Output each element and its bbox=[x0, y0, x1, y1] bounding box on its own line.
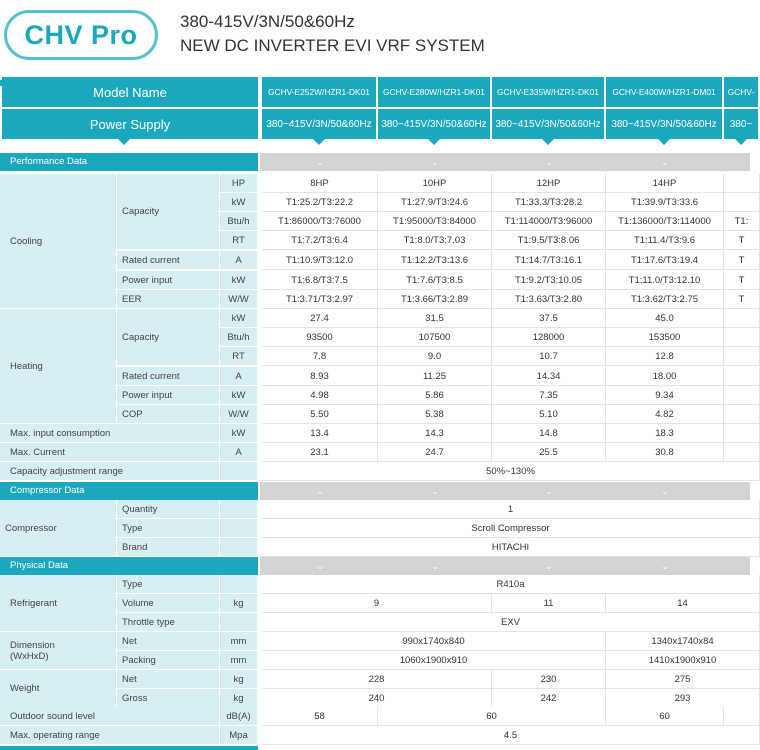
value-cell: T bbox=[724, 290, 760, 309]
section-compressor: Compressor Data bbox=[0, 482, 258, 500]
unit-cell: A bbox=[220, 367, 258, 386]
value-cell: 107500 bbox=[378, 328, 492, 347]
value-cell: 5.86 bbox=[378, 386, 492, 405]
value-cell: EXV bbox=[262, 613, 760, 632]
unit-cell: dB(A) bbox=[220, 707, 258, 726]
value-cell: 31.5 bbox=[378, 309, 492, 328]
row-sublabel: Brand bbox=[117, 538, 220, 557]
value-cell: 45.0 bbox=[606, 309, 724, 328]
unit-cell: kW bbox=[220, 271, 258, 290]
value-cell: 1410x1900x910 bbox=[606, 651, 760, 670]
unit-cell bbox=[220, 613, 258, 632]
value-cell: T1:136000/T3:114000 bbox=[606, 212, 724, 231]
chevron-down-icon: ⌄ bbox=[431, 486, 439, 496]
chevron-down-icon: ⌄ bbox=[431, 561, 439, 571]
unit-cell: kW bbox=[220, 193, 258, 212]
value-cell: T1:3.71/T3:2.97 bbox=[262, 290, 378, 309]
row-sublabel: EER bbox=[117, 290, 220, 309]
row-sublabel: COP bbox=[117, 405, 220, 424]
column-notch bbox=[658, 139, 670, 145]
model-header-cell: GCHV-E335W/HZR1-DK01 bbox=[492, 77, 604, 107]
value-cell: T1:7.2/T3:6.4 bbox=[262, 231, 378, 250]
value-cell: 275 bbox=[606, 670, 760, 689]
value-cell: T1:3.63/T3:2.80 bbox=[492, 290, 606, 309]
value-cell: 25.5 bbox=[492, 443, 606, 462]
value-cell: T1:9.5/T3:8.06 bbox=[492, 231, 606, 250]
value-cell bbox=[724, 424, 760, 443]
section-performance: Performance Data bbox=[0, 153, 258, 171]
value-cell: T1:7.6/T3:8.5 bbox=[378, 271, 492, 290]
value-cell: 242 bbox=[492, 689, 606, 708]
value-cell: T1:27.9/T3:24.6 bbox=[378, 193, 492, 212]
chevron-down-icon: ⌄ bbox=[316, 486, 324, 496]
value-cell: 5.50 bbox=[262, 405, 378, 424]
unit-cell: HP bbox=[220, 174, 258, 193]
value-cell: 5.10 bbox=[492, 405, 606, 424]
value-cell: 13.4 bbox=[262, 424, 378, 443]
value-cell bbox=[724, 707, 760, 726]
value-cell: T1:14.7/T3:16.1 bbox=[492, 251, 606, 270]
power-supply-header: Power Supply bbox=[2, 109, 258, 139]
section-performance-fill bbox=[260, 153, 750, 171]
value-cell: 37.5 bbox=[492, 309, 606, 328]
unit-cell: Mpa bbox=[220, 726, 258, 745]
value-cell: 4.82 bbox=[606, 405, 724, 424]
model-header-cell: GCHV-E280W/HZR1-DK01 bbox=[378, 77, 490, 107]
value-cell: 5.38 bbox=[378, 405, 492, 424]
model-header-cell: GCHV-E400W/HZR1-DM01 bbox=[606, 77, 722, 107]
logo-text: CHV Pro bbox=[24, 19, 138, 50]
row-sublabel: Volume bbox=[117, 594, 220, 613]
unit-cell: W/W bbox=[220, 290, 258, 309]
unit-cell: kg bbox=[220, 594, 258, 613]
group-weight: Weight bbox=[0, 670, 117, 708]
value-cell bbox=[724, 193, 760, 212]
column-notch bbox=[428, 139, 440, 145]
group-compressor: Compressor bbox=[0, 500, 117, 557]
value-cell bbox=[724, 405, 760, 424]
unit-cell: RT bbox=[220, 231, 258, 250]
value-cell: 990x1740x840 bbox=[262, 632, 606, 651]
chevron-down-icon: ⌄ bbox=[661, 486, 669, 496]
value-cell: T1:12.2/T3:13.6 bbox=[378, 251, 492, 270]
value-cell: HITACHI bbox=[262, 538, 760, 557]
unit-cell bbox=[220, 575, 258, 594]
power-header-cell: 380~415V/3N/50&60Hz bbox=[262, 109, 376, 139]
value-cell: T bbox=[724, 251, 760, 270]
section-physical-fill bbox=[260, 557, 750, 575]
row-sublabel: Rated current bbox=[117, 367, 220, 386]
value-cell: 18.3 bbox=[606, 424, 724, 443]
brand-logo bbox=[4, 10, 158, 60]
row-label: Max. operating range bbox=[0, 726, 220, 745]
group-capacity: Capacity bbox=[117, 309, 220, 366]
value-cell: 11.25 bbox=[378, 367, 492, 386]
chevron-down-icon: ⌄ bbox=[316, 157, 324, 167]
row-sublabel: Type bbox=[117, 575, 220, 594]
value-cell: T1:95000/T3:84000 bbox=[378, 212, 492, 231]
value-cell: 8HP bbox=[262, 174, 378, 193]
power-header-cell: 380~415V/3N/50&60Hz bbox=[492, 109, 604, 139]
value-cell: 58 bbox=[262, 707, 378, 726]
value-cell: 230 bbox=[492, 670, 606, 689]
value-cell bbox=[724, 367, 760, 386]
value-cell: 23.1 bbox=[262, 443, 378, 462]
row-sublabel: Power input bbox=[117, 271, 220, 290]
unit-cell bbox=[220, 500, 258, 519]
value-cell: Scroll Compressor bbox=[262, 519, 760, 538]
value-cell: 50%~130% bbox=[262, 462, 760, 481]
unit-cell: kg bbox=[220, 670, 258, 689]
value-cell: T1:25.2/T3:22.2 bbox=[262, 193, 378, 212]
value-cell bbox=[724, 443, 760, 462]
value-cell: 7.35 bbox=[492, 386, 606, 405]
value-cell: 4.98 bbox=[262, 386, 378, 405]
unit-cell: kW bbox=[220, 424, 258, 443]
value-cell: 14.3 bbox=[378, 424, 492, 443]
value-cell: T1:9.2/T3:10.05 bbox=[492, 271, 606, 290]
value-cell bbox=[724, 347, 760, 366]
model-header-cell: GCHV- bbox=[724, 77, 758, 107]
value-cell: 4.5 bbox=[262, 726, 760, 745]
value-cell: 18.00 bbox=[606, 367, 724, 386]
unit-cell: Btu/h bbox=[220, 212, 258, 231]
column-notch bbox=[735, 139, 747, 145]
value-cell: 1 bbox=[262, 500, 760, 519]
value-cell bbox=[724, 386, 760, 405]
unit-cell: Btu/h bbox=[220, 328, 258, 347]
unit-cell bbox=[220, 519, 258, 538]
value-cell: 153500 bbox=[606, 328, 724, 347]
chevron-down-icon: ⌄ bbox=[431, 157, 439, 167]
value-cell: 293 bbox=[606, 689, 760, 708]
row-sublabel: Net bbox=[117, 632, 220, 651]
unit-cell: kW bbox=[220, 386, 258, 405]
system-title: NEW DC INVERTER EVI VRF SYSTEM bbox=[180, 36, 485, 55]
row-sublabel: Power input bbox=[117, 386, 220, 405]
chevron-down-icon: ⌄ bbox=[316, 561, 324, 571]
value-cell: T bbox=[724, 271, 760, 290]
value-cell: 240 bbox=[262, 689, 492, 708]
value-cell: T1:114000/T3:96000 bbox=[492, 212, 606, 231]
value-cell: 10.7 bbox=[492, 347, 606, 366]
row-sublabel: Quantity bbox=[117, 500, 220, 519]
value-cell: T1:3.66/T3:2.89 bbox=[378, 290, 492, 309]
group-refrigerant: Refrigerant bbox=[0, 575, 117, 632]
value-cell: 14.34 bbox=[492, 367, 606, 386]
row-label: Capacity adjustment range bbox=[0, 462, 220, 481]
value-cell: 7.8 bbox=[262, 347, 378, 366]
value-cell bbox=[724, 328, 760, 347]
value-cell: T1:6.8/T3:7.5 bbox=[262, 271, 378, 290]
chevron-down-icon: ⌄ bbox=[545, 157, 553, 167]
value-cell: 30.8 bbox=[606, 443, 724, 462]
value-cell bbox=[724, 309, 760, 328]
chevron-down-icon: ⌄ bbox=[661, 561, 669, 571]
value-cell: 60 bbox=[378, 707, 606, 726]
chevron-down-icon: ⌄ bbox=[545, 561, 553, 571]
value-cell: T1:33.3/T3:28.2 bbox=[492, 193, 606, 212]
row-sublabel: Rated current bbox=[117, 251, 220, 270]
unit-cell: RT bbox=[220, 347, 258, 366]
power-header-cell: 380~415V/3N/50&60Hz bbox=[378, 109, 490, 139]
section-compressor-fill bbox=[260, 482, 750, 500]
value-cell: T1:86000/T3:76000 bbox=[262, 212, 378, 231]
value-cell bbox=[724, 174, 760, 193]
value-cell: T bbox=[724, 231, 760, 250]
value-cell: 1340x1740x84 bbox=[606, 632, 760, 651]
value-cell: 93500 bbox=[262, 328, 378, 347]
spec-voltage-heading: 380-415V/3N/50&60Hz bbox=[180, 12, 355, 31]
row-sublabel: Net bbox=[117, 670, 220, 689]
value-cell: T1: bbox=[724, 212, 760, 231]
value-cell: T1:17.6/T3:19.4 bbox=[606, 251, 724, 270]
row-sublabel: Gross bbox=[117, 689, 220, 708]
value-cell: 27.4 bbox=[262, 309, 378, 328]
value-cell: 14HP bbox=[606, 174, 724, 193]
value-cell: 12.8 bbox=[606, 347, 724, 366]
value-cell: 24.7 bbox=[378, 443, 492, 462]
unit-cell: kW bbox=[220, 309, 258, 328]
unit-cell: mm bbox=[220, 632, 258, 651]
row-sublabel: Throttle type bbox=[117, 613, 220, 632]
value-cell: 14.8 bbox=[492, 424, 606, 443]
model-name-header: Model Name bbox=[2, 77, 258, 107]
value-cell: 11 bbox=[492, 594, 606, 613]
value-cell: 14 bbox=[606, 594, 760, 613]
column-notch bbox=[542, 139, 554, 145]
section-physical: Physical Data bbox=[0, 557, 258, 575]
value-cell: T1:39.9/T3:33.6 bbox=[606, 193, 724, 212]
unit-cell: mm bbox=[220, 651, 258, 670]
unit-cell: A bbox=[220, 251, 258, 270]
value-cell: 9.34 bbox=[606, 386, 724, 405]
unit-cell: W/W bbox=[220, 405, 258, 424]
header-notch bbox=[118, 139, 130, 145]
chevron-down-icon: ⌄ bbox=[661, 157, 669, 167]
model-header-cell: GCHV-E252W/HZR1-DK01 bbox=[262, 77, 376, 107]
row-label: Max. input consumption bbox=[0, 424, 220, 443]
unit-cell bbox=[220, 462, 258, 481]
value-cell: T1:11.4/T3:9.6 bbox=[606, 231, 724, 250]
group-heating: Heating bbox=[0, 309, 117, 424]
value-cell: T1:10.9/T3:12.0 bbox=[262, 251, 378, 270]
value-cell: 128000 bbox=[492, 328, 606, 347]
row-label: Max. Current bbox=[0, 443, 220, 462]
row-sublabel: Type bbox=[117, 519, 220, 538]
row-label: Outdoor sound level bbox=[0, 707, 220, 726]
chevron-down-icon: ⌄ bbox=[545, 486, 553, 496]
group-dimension: Dimension (WxHxD) bbox=[0, 632, 117, 670]
unit-cell: kg bbox=[220, 689, 258, 708]
power-header-cell: 380~ bbox=[724, 109, 758, 139]
value-cell: T1:8.0/T3:7.03 bbox=[378, 231, 492, 250]
value-cell: 60 bbox=[606, 707, 724, 726]
value-cell: R410a bbox=[262, 575, 760, 594]
value-cell: 8.93 bbox=[262, 367, 378, 386]
unit-cell bbox=[220, 538, 258, 557]
unit-cell: A bbox=[220, 443, 258, 462]
row-sublabel: Packing bbox=[117, 651, 220, 670]
value-cell: 1060x1900x910 bbox=[262, 651, 606, 670]
value-cell: 10HP bbox=[378, 174, 492, 193]
value-cell: 9.0 bbox=[378, 347, 492, 366]
value-cell: 9 bbox=[262, 594, 492, 613]
value-cell: 12HP bbox=[492, 174, 606, 193]
column-notch bbox=[313, 139, 325, 145]
value-cell: 228 bbox=[262, 670, 492, 689]
group-cooling: Cooling bbox=[0, 174, 117, 309]
bottom-accent bbox=[0, 746, 258, 750]
value-cell: T1:3.62/T3:2.75 bbox=[606, 290, 724, 309]
value-cell: T1:11.0/T3:12.10 bbox=[606, 271, 724, 290]
group-capacity: Capacity bbox=[117, 174, 220, 250]
power-header-cell: 380~415V/3N/50&60Hz bbox=[606, 109, 722, 139]
